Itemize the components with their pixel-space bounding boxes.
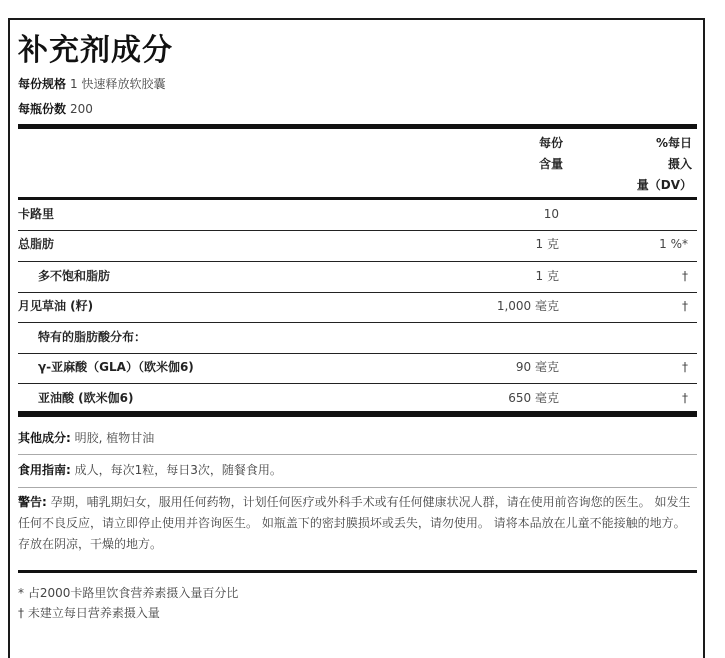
not-established-footnote: † 未建立每日营养素摄入量: [18, 606, 160, 620]
dv-header-line2: 摄入: [667, 157, 692, 171]
header-divider: [18, 197, 697, 200]
thick-divider-bottom: [18, 411, 697, 417]
row-amount-calories: 10: [543, 207, 559, 221]
daily-value-footnote: * 占2000卡路里饮食营养素摄入量百分比: [18, 586, 239, 600]
row-divider: [18, 383, 697, 384]
row-amount-gla: 90 毫克: [515, 360, 559, 374]
row-amount-linoleic-acid: 650 毫克: [508, 391, 559, 405]
dv-header: [637, 133, 692, 196]
section-divider: [18, 487, 697, 488]
row-dv-linoleic-acid: †: [682, 391, 688, 405]
row-label-linoleic-acid: 亚油酸 (欧米伽6): [38, 391, 134, 405]
directions-text: 成人，每次1粒，每日3次，随餐食用。: [70, 463, 282, 477]
dv-header-line1: %每日: [655, 136, 692, 150]
row-divider: [18, 353, 697, 354]
serving-size: [18, 75, 165, 93]
row-label-evening-primrose-oil: 月见草油 (籽): [18, 299, 94, 313]
servings-per-container: [18, 100, 93, 118]
row-amount-evening-primrose-oil: 1,000 毫克: [496, 299, 559, 313]
thick-divider-top: [18, 124, 697, 129]
serving-size-label: 每份规格: [18, 77, 67, 91]
footnote-divider: [18, 570, 697, 573]
row-dv-polyunsaturated-fat: †: [682, 269, 688, 283]
row-dv-gla: †: [682, 360, 688, 374]
row-divider: [18, 322, 697, 323]
row-amount-total-fat: 1 克: [535, 237, 559, 251]
servings-value: 200: [70, 102, 93, 116]
row-dv-total-fat: 1 %*: [659, 237, 688, 251]
directions-label: 食用指南:: [18, 463, 71, 477]
row-divider: [18, 261, 697, 262]
row-label-polyunsaturated-fat: 多不饱和脂肪: [38, 269, 111, 283]
section-divider: [18, 454, 697, 455]
row-amount-polyunsaturated-fat: 1 克: [535, 269, 559, 283]
row-divider: [18, 230, 697, 231]
other-ingredients-label: 其他成分:: [18, 431, 71, 445]
warning: [18, 492, 698, 555]
other-ingredients-text: 明胶, 植物甘油: [70, 431, 155, 445]
panel-title: 补充剂成分: [18, 33, 173, 68]
row-label-gla: γ-亚麻酸（GLA）（欧米伽6): [38, 360, 194, 374]
other-ingredients: [18, 428, 698, 449]
serving-size-value: 1 快速释放软胶囊: [70, 77, 166, 91]
row-label-fatty-acid-profile: 特有的脂肪酸分布：: [38, 330, 147, 344]
servings-label: 每瓶份数: [18, 102, 67, 116]
dv-header-line3: 量（DV）: [636, 178, 692, 192]
row-dv-evening-primrose-oil: †: [682, 299, 688, 313]
amount-header-line2: 含量: [538, 157, 563, 171]
row-label-total-fat: 总脂肪: [18, 237, 55, 251]
directions: [18, 460, 698, 481]
amount-header: [539, 133, 563, 175]
row-divider: [18, 292, 697, 293]
row-label-calories: 卡路里: [18, 207, 55, 221]
warning-label: 警告:: [18, 495, 47, 509]
warning-text: 孕期，哺乳期妇女，服用任何药物，计划任何医疗或外科手术或有任何健康状况人群，请在使用前咨询您的医生。 如发生任何不良反应，请立即停止使用并咨询医生。 如瓶盖下的密封膜损坏或丢失，请勿使用。 请将本品放在儿童不能接触的地方。 存放在阴凉，干燥的地方。: [18, 495, 691, 551]
amount-header-line1: 每份: [538, 136, 563, 150]
